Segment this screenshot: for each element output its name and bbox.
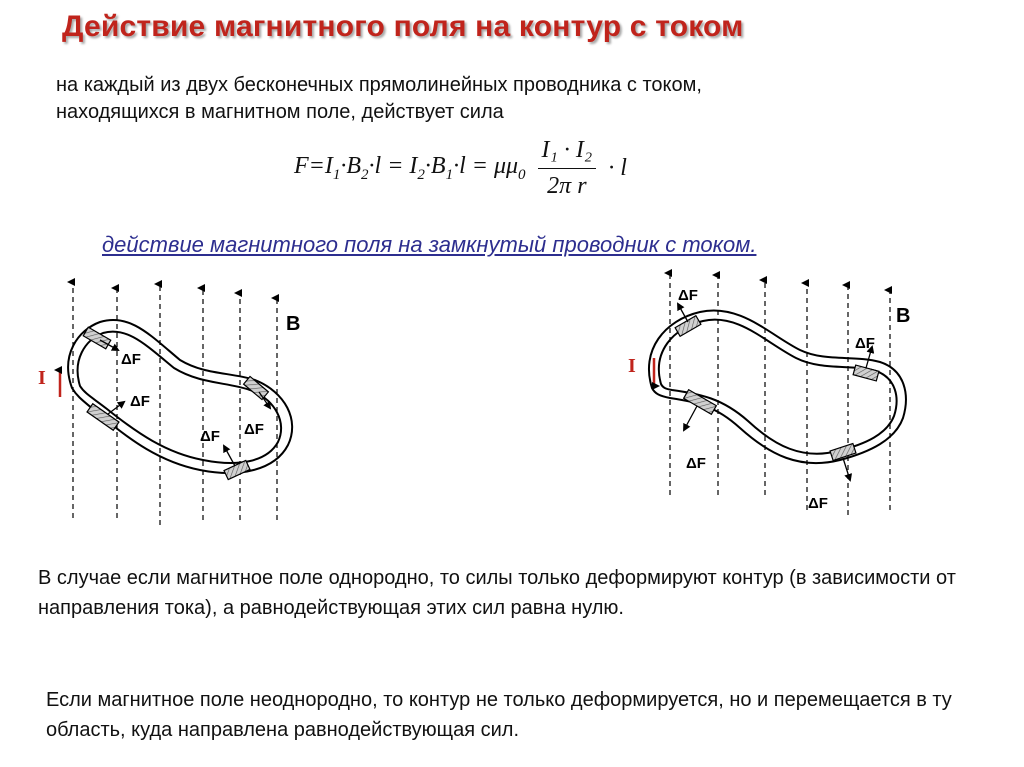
- force-arrow: [108, 402, 124, 414]
- force-label: ΔF: [200, 428, 220, 445]
- current-label: I: [628, 355, 636, 377]
- contour-element: [675, 316, 701, 337]
- intro-line-2: находящихся в магнитном поле, действует сила: [56, 101, 504, 123]
- force-label: ΔF: [855, 335, 875, 352]
- formula-denominator: 2π r: [547, 172, 587, 199]
- section-subtitle: действие магнитного поля на замкнутый проводник с током.: [102, 232, 757, 257]
- force-label: ΔF: [121, 351, 141, 368]
- left-diagram: [38, 282, 300, 525]
- left-field-lines: [73, 282, 277, 525]
- formula-mu: $\mu\mu_0$: [493, 152, 526, 183]
- right-diagram: [628, 273, 910, 515]
- force-arrow: [684, 406, 697, 430]
- force-label: ΔF: [686, 455, 706, 472]
- nonuniform-field-paragraph: Если магнитное поле неоднородно, то контур не только деформируется, но и перемещается в ту область, куда направлена равнодействующая сил.: [46, 689, 952, 741]
- intro-line-1: на каждый из двух бесконечных прямолинейных проводника с током,: [56, 74, 702, 96]
- current-label: I: [38, 367, 46, 389]
- force-label: ΔF: [678, 287, 698, 304]
- right-field-lines: [670, 273, 890, 515]
- contour-element: [87, 404, 119, 431]
- slide-title: Действие магнитного поля на контур с током: [62, 10, 744, 43]
- force-arrow: [843, 458, 850, 480]
- right-contour: [649, 310, 906, 463]
- formula-tail: · l: [608, 154, 627, 181]
- uniform-field-paragraph: В случае если магнитное поле однородно, то силы только деформируют контур (в зависимости от направления тока), а равнодействующая этих сил равна нулю.: [38, 567, 956, 619]
- contour-element: [83, 327, 111, 349]
- force-label: ΔF: [244, 421, 264, 438]
- force-label: ΔF: [130, 393, 150, 410]
- contour-element: [830, 444, 856, 461]
- field-label: B: [286, 313, 301, 335]
- formula-part: $F=I_1\cdot B_2\cdot l = I_2\cdot B_1\cdot l$ =: [294, 152, 488, 183]
- formula-numerator: I₁ · I₂: [538, 137, 597, 169]
- force-label: ΔF: [808, 495, 828, 512]
- field-label: B: [896, 305, 911, 327]
- left-elements: [83, 327, 268, 479]
